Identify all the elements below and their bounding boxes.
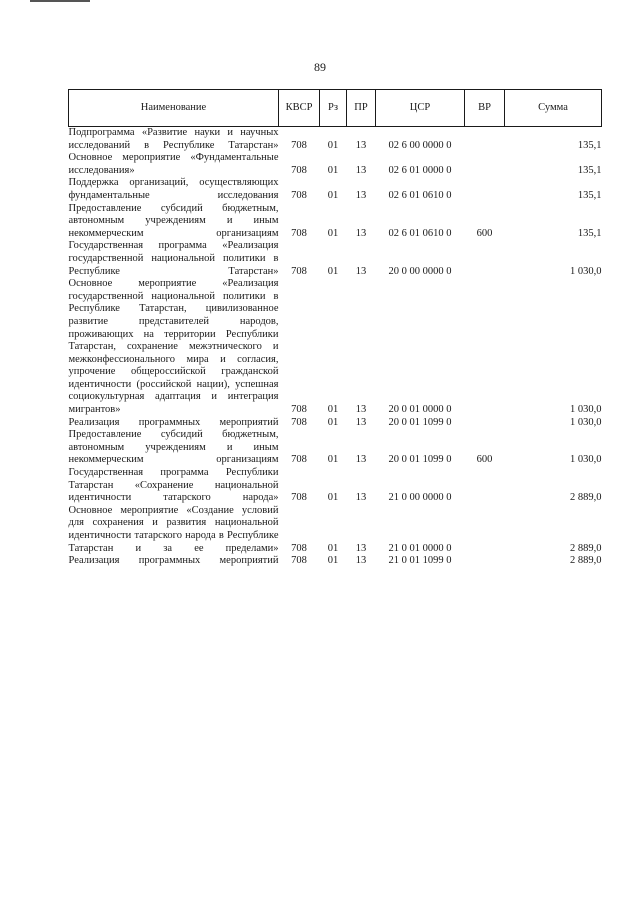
cell-rz: 01 bbox=[327, 555, 339, 567]
cell-csr: 20 0 01 0000 0 bbox=[388, 404, 452, 416]
cell-name: Реализация программных мероприятий bbox=[68, 555, 279, 567]
cell-csr: 02 6 01 0610 0 bbox=[388, 227, 452, 239]
cell-rz: 01 bbox=[327, 265, 339, 277]
header-rz: Рз bbox=[320, 90, 347, 127]
cell-rz: 01 bbox=[327, 542, 339, 554]
cell-pr: 13 bbox=[355, 416, 367, 428]
cell-kvsr: 708 bbox=[291, 139, 307, 151]
cell-csr: 21 0 01 0000 0 bbox=[388, 542, 452, 554]
page-number: 89 bbox=[314, 60, 326, 74]
cell-sum: 2 889,0 bbox=[570, 555, 602, 567]
cell-sum: 1 030,0 bbox=[570, 454, 602, 466]
cell-sum: 2 889,0 bbox=[570, 492, 602, 504]
cell-kvsr: 708 bbox=[291, 492, 307, 504]
cell-name: Поддержка организаций, осуществляющих фундаментальные исследования bbox=[68, 177, 279, 201]
cell-kvsr: 708 bbox=[291, 542, 307, 554]
header-name: Наименование bbox=[69, 90, 279, 127]
cell-name: Подпрограмма «Развитие науки и научных исследований в Республике Татарстан» bbox=[68, 127, 279, 151]
header-vr: ВР bbox=[465, 90, 505, 127]
table-row bbox=[69, 152, 602, 177]
cell-vr bbox=[465, 467, 505, 505]
cell-name: Основное мероприятие «Фундаментальные исследования» bbox=[68, 152, 279, 176]
cell-sum: 1 030,0 bbox=[570, 404, 602, 416]
budget-table bbox=[68, 89, 602, 568]
table-row bbox=[69, 240, 602, 278]
cell-pr: 13 bbox=[355, 227, 367, 239]
cell-pr: 13 bbox=[355, 542, 367, 554]
cell-rz: 01 bbox=[327, 404, 339, 416]
cell-sum: 1 030,0 bbox=[570, 416, 602, 428]
cell-sum: 135,1 bbox=[577, 189, 602, 201]
table-row bbox=[69, 203, 602, 241]
cell-csr: 20 0 01 1099 0 bbox=[388, 454, 452, 466]
cell-pr: 13 bbox=[355, 265, 367, 277]
cell-pr: 13 bbox=[355, 164, 367, 176]
cell-csr: 21 0 00 0000 0 bbox=[388, 492, 452, 504]
cell-kvsr: 708 bbox=[291, 454, 307, 466]
table-row bbox=[69, 505, 602, 555]
cell-kvsr: 708 bbox=[291, 265, 307, 277]
cell-rz: 01 bbox=[327, 416, 339, 428]
cell-rz: 01 bbox=[327, 189, 339, 201]
cell-vr bbox=[465, 555, 505, 568]
header-csr: ЦСР bbox=[376, 90, 465, 127]
table-row bbox=[69, 555, 602, 568]
cell-csr: 02 6 01 0610 0 bbox=[388, 189, 452, 201]
cell-vr bbox=[465, 505, 505, 555]
cell-vr: 600 bbox=[476, 227, 493, 239]
cell-vr bbox=[465, 152, 505, 177]
cell-name: Предоставление субсидий бюджетным, автономным учреждениям и иным некоммерческим организациям bbox=[68, 429, 279, 466]
cell-vr bbox=[465, 177, 505, 202]
cell-vr bbox=[465, 127, 505, 153]
cell-name: Реализация программных мероприятий bbox=[68, 416, 279, 428]
cell-kvsr: 708 bbox=[291, 164, 307, 176]
cell-sum: 135,1 bbox=[577, 139, 602, 151]
cell-name: Основное мероприятие «Реализация государственной национальной политики в Республике Татарстан, цивилизованное развитие представителей народов, проживающих на территории Республики Татарстан, сохранение межэтнического и межконфессионального мира и согласия, упрочение общероссийской гражданской идентичности (российской нации), успешная социокультурная адаптация и интеграция мигрантов» bbox=[68, 278, 279, 416]
cell-sum: 1 030,0 bbox=[570, 265, 602, 277]
cell-sum: 135,1 bbox=[577, 164, 602, 176]
cell-kvsr: 708 bbox=[291, 416, 307, 428]
cell-pr: 13 bbox=[355, 189, 367, 201]
cell-pr: 13 bbox=[355, 492, 367, 504]
cell-kvsr: 708 bbox=[291, 404, 307, 416]
cell-pr: 13 bbox=[355, 404, 367, 416]
cell-csr: 21 0 01 1099 0 bbox=[388, 555, 452, 567]
cell-csr: 02 6 00 0000 0 bbox=[388, 139, 452, 151]
cell-kvsr: 708 bbox=[291, 555, 307, 567]
scan-top-mark bbox=[30, 0, 90, 2]
cell-vr: 600 bbox=[476, 454, 493, 466]
cell-name: Предоставление субсидий бюджетным, автономным учреждениям и иным некоммерческим организациям bbox=[68, 202, 279, 239]
cell-rz: 01 bbox=[327, 227, 339, 239]
table-row bbox=[69, 278, 602, 417]
cell-csr: 02 6 01 0000 0 bbox=[388, 164, 452, 176]
cell-vr bbox=[465, 278, 505, 417]
cell-rz: 01 bbox=[327, 492, 339, 504]
cell-sum: 2 889,0 bbox=[570, 542, 602, 554]
cell-name: Государственная программа «Реализация государственной национальной политики в Республике Татарстан» bbox=[68, 240, 279, 277]
table-row bbox=[69, 177, 602, 202]
cell-csr: 20 0 01 1099 0 bbox=[388, 416, 452, 428]
cell-name: Основное мероприятие «Создание условий для сохранения и развития национальной идентичности татарского народа в Республике Татарстан и за ее пределами» bbox=[68, 504, 279, 554]
cell-rz: 01 bbox=[327, 164, 339, 176]
cell-vr bbox=[465, 240, 505, 278]
cell-pr: 13 bbox=[355, 555, 367, 567]
table-row bbox=[69, 127, 602, 153]
cell-pr: 13 bbox=[355, 454, 367, 466]
cell-sum: 135,1 bbox=[577, 227, 602, 239]
header-pr: ПР bbox=[347, 90, 376, 127]
cell-name: Государственная программа Республики Татарстан «Сохранение национальной идентичности татарского народа» bbox=[68, 467, 279, 504]
table-row bbox=[69, 417, 602, 430]
header-sum: Сумма bbox=[505, 90, 602, 127]
table-row bbox=[69, 429, 602, 467]
header-kvsr: КВСР bbox=[279, 90, 320, 127]
cell-kvsr: 708 bbox=[291, 227, 307, 239]
cell-pr: 13 bbox=[355, 139, 367, 151]
table-header-row bbox=[69, 90, 602, 127]
cell-vr bbox=[465, 417, 505, 430]
cell-rz: 01 bbox=[327, 454, 339, 466]
table-row bbox=[69, 467, 602, 505]
cell-kvsr: 708 bbox=[291, 189, 307, 201]
cell-csr: 20 0 00 0000 0 bbox=[388, 265, 452, 277]
cell-rz: 01 bbox=[327, 139, 339, 151]
